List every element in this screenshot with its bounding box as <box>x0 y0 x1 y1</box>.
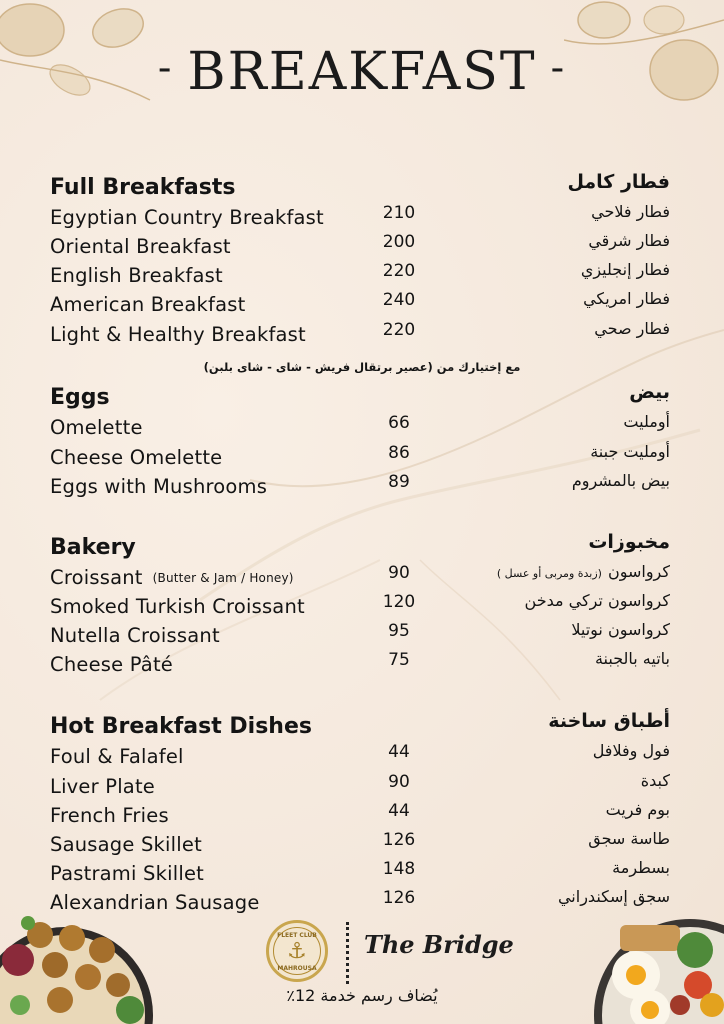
item-name-ar <box>497 562 670 581</box>
item-price: 126 <box>382 830 416 850</box>
item-name-en: Oriental Breakfast <box>50 235 231 258</box>
item-price: 90 <box>388 772 410 792</box>
item-name-en: French Fries <box>50 804 169 827</box>
item-name-en: Cheese Pâté <box>50 653 173 676</box>
item-name-en: English Breakfast <box>50 264 223 287</box>
item-price: 210 <box>382 203 416 223</box>
item-name-ar: أومليت <box>623 412 670 431</box>
menu-item <box>0 289 724 321</box>
section-title-en: Bakery <box>50 535 136 560</box>
logo-text-top: FLEET CLUB <box>277 932 317 939</box>
item-price: 220 <box>382 261 416 281</box>
section-title-ar: فطار كامل <box>567 171 670 193</box>
item-name-ar: بسطرمة <box>612 858 670 877</box>
item-price: 44 <box>388 742 410 762</box>
item-name-en: Omelette <box>50 416 143 439</box>
menu-item <box>0 231 724 263</box>
section-title-en: Eggs <box>50 385 110 410</box>
title-dash-right: - <box>550 45 567 91</box>
item-price: 86 <box>388 443 410 463</box>
item-name-ar: طاسة سجق <box>588 829 670 848</box>
item-name-ar: فطار فلاحي <box>591 202 670 221</box>
item-price: 200 <box>382 232 416 252</box>
item-name-en: Foul & Falafel <box>50 745 184 768</box>
menu-item <box>0 858 724 890</box>
item-price: 44 <box>388 801 410 821</box>
item-price: 89 <box>388 472 410 492</box>
item-price: 220 <box>382 320 416 340</box>
item-name-ar: فطار امريكي <box>583 289 670 308</box>
menu-item <box>0 649 724 681</box>
item-name-ar: فول وفلافل <box>592 741 670 760</box>
menu-item <box>0 829 724 861</box>
menu-item <box>0 620 724 652</box>
fleet-club-logo <box>266 920 328 982</box>
item-name-ar: فطار صحي <box>594 319 670 338</box>
section-title-en: Hot Breakfast Dishes <box>50 714 312 739</box>
item-name-en: Eggs with Mushrooms <box>50 475 268 498</box>
eggs-plate-image <box>580 905 724 1024</box>
item-name-ar: باتيه بالجبنة <box>594 649 670 668</box>
page-title <box>0 42 724 102</box>
menu-item <box>0 412 724 444</box>
item-note-ar: (زبدة ومربى أو عسل ) <box>496 567 602 580</box>
menu-item <box>0 202 724 234</box>
item-name-en: Smoked Turkish Croissant <box>50 595 305 618</box>
falafel-plate-image <box>0 905 160 1024</box>
item-name-ar: بوم فريت <box>605 800 670 819</box>
item-name-ar: كرواسون تركي مدخن <box>524 591 670 610</box>
section-title-ar: مخبوزات <box>588 531 670 553</box>
item-name-en-text: Croissant <box>50 566 143 589</box>
item-name-en: Alexandrian Sausage <box>50 891 260 914</box>
item-note-en: (Butter & Jam / Honey) <box>152 571 294 585</box>
item-name-en <box>50 566 294 589</box>
item-name-ar: كرواسون نوتيلا <box>571 620 670 639</box>
item-name-ar: كبدة <box>640 771 670 790</box>
item-price: 75 <box>388 650 410 670</box>
menu-item <box>0 800 724 832</box>
anchor-icon: ⚓ <box>287 939 307 964</box>
menu-item <box>0 741 724 773</box>
item-name-en: Pastrami Skillet <box>50 862 204 885</box>
item-name-ar-text: كرواسون <box>607 562 670 581</box>
item-price: 126 <box>382 888 416 908</box>
item-price: 148 <box>382 859 416 879</box>
item-name-en: Nutella Croissant <box>50 624 220 647</box>
section-title-en: Full Breakfasts <box>50 175 236 200</box>
section-title-ar: أطباق ساخنة <box>548 710 670 732</box>
title-dash-left: - <box>157 45 174 91</box>
item-price: 95 <box>388 621 410 641</box>
item-price: 240 <box>382 290 416 310</box>
item-name-ar: فطار شرقي <box>588 231 670 250</box>
item-name-en: Light & Healthy Breakfast <box>50 323 306 346</box>
item-name-en: Liver Plate <box>50 775 156 798</box>
title-text: BREAKFAST <box>187 42 537 102</box>
logo-text-bottom: MAHROUSA <box>277 965 317 972</box>
menu-item <box>0 562 724 594</box>
item-name-ar: بيض بالمشروم <box>571 471 670 490</box>
brand-name: The Bridge <box>364 930 514 959</box>
item-name-ar: سجق إسكندراني <box>557 887 670 906</box>
item-name-en: Sausage Skillet <box>50 833 202 856</box>
footer-divider <box>346 922 349 984</box>
item-name-en: Egyptian Country Breakfast <box>50 206 324 229</box>
item-price: 66 <box>388 413 410 433</box>
item-name-ar: فطار إنجليزي <box>580 260 670 279</box>
section-title-ar: بيض <box>629 381 670 403</box>
menu-item <box>0 260 724 292</box>
item-name-en: Cheese Omelette <box>50 446 223 469</box>
item-price: 90 <box>388 563 410 583</box>
item-name-ar: أومليت جبنة <box>590 442 670 461</box>
item-name-en: American Breakfast <box>50 293 246 316</box>
item-price: 120 <box>382 592 416 612</box>
menu-item <box>0 319 724 351</box>
menu-item <box>0 442 724 474</box>
menu-item <box>0 471 724 503</box>
drink-choice-note: مع إختيارك من (عصير برتقال فريش - شاى - شاى بلبن) <box>203 360 521 374</box>
service-charge-note: يُضاف رسم خدمة 12٪ <box>286 986 438 1005</box>
menu-item <box>0 591 724 623</box>
menu-item <box>0 771 724 803</box>
